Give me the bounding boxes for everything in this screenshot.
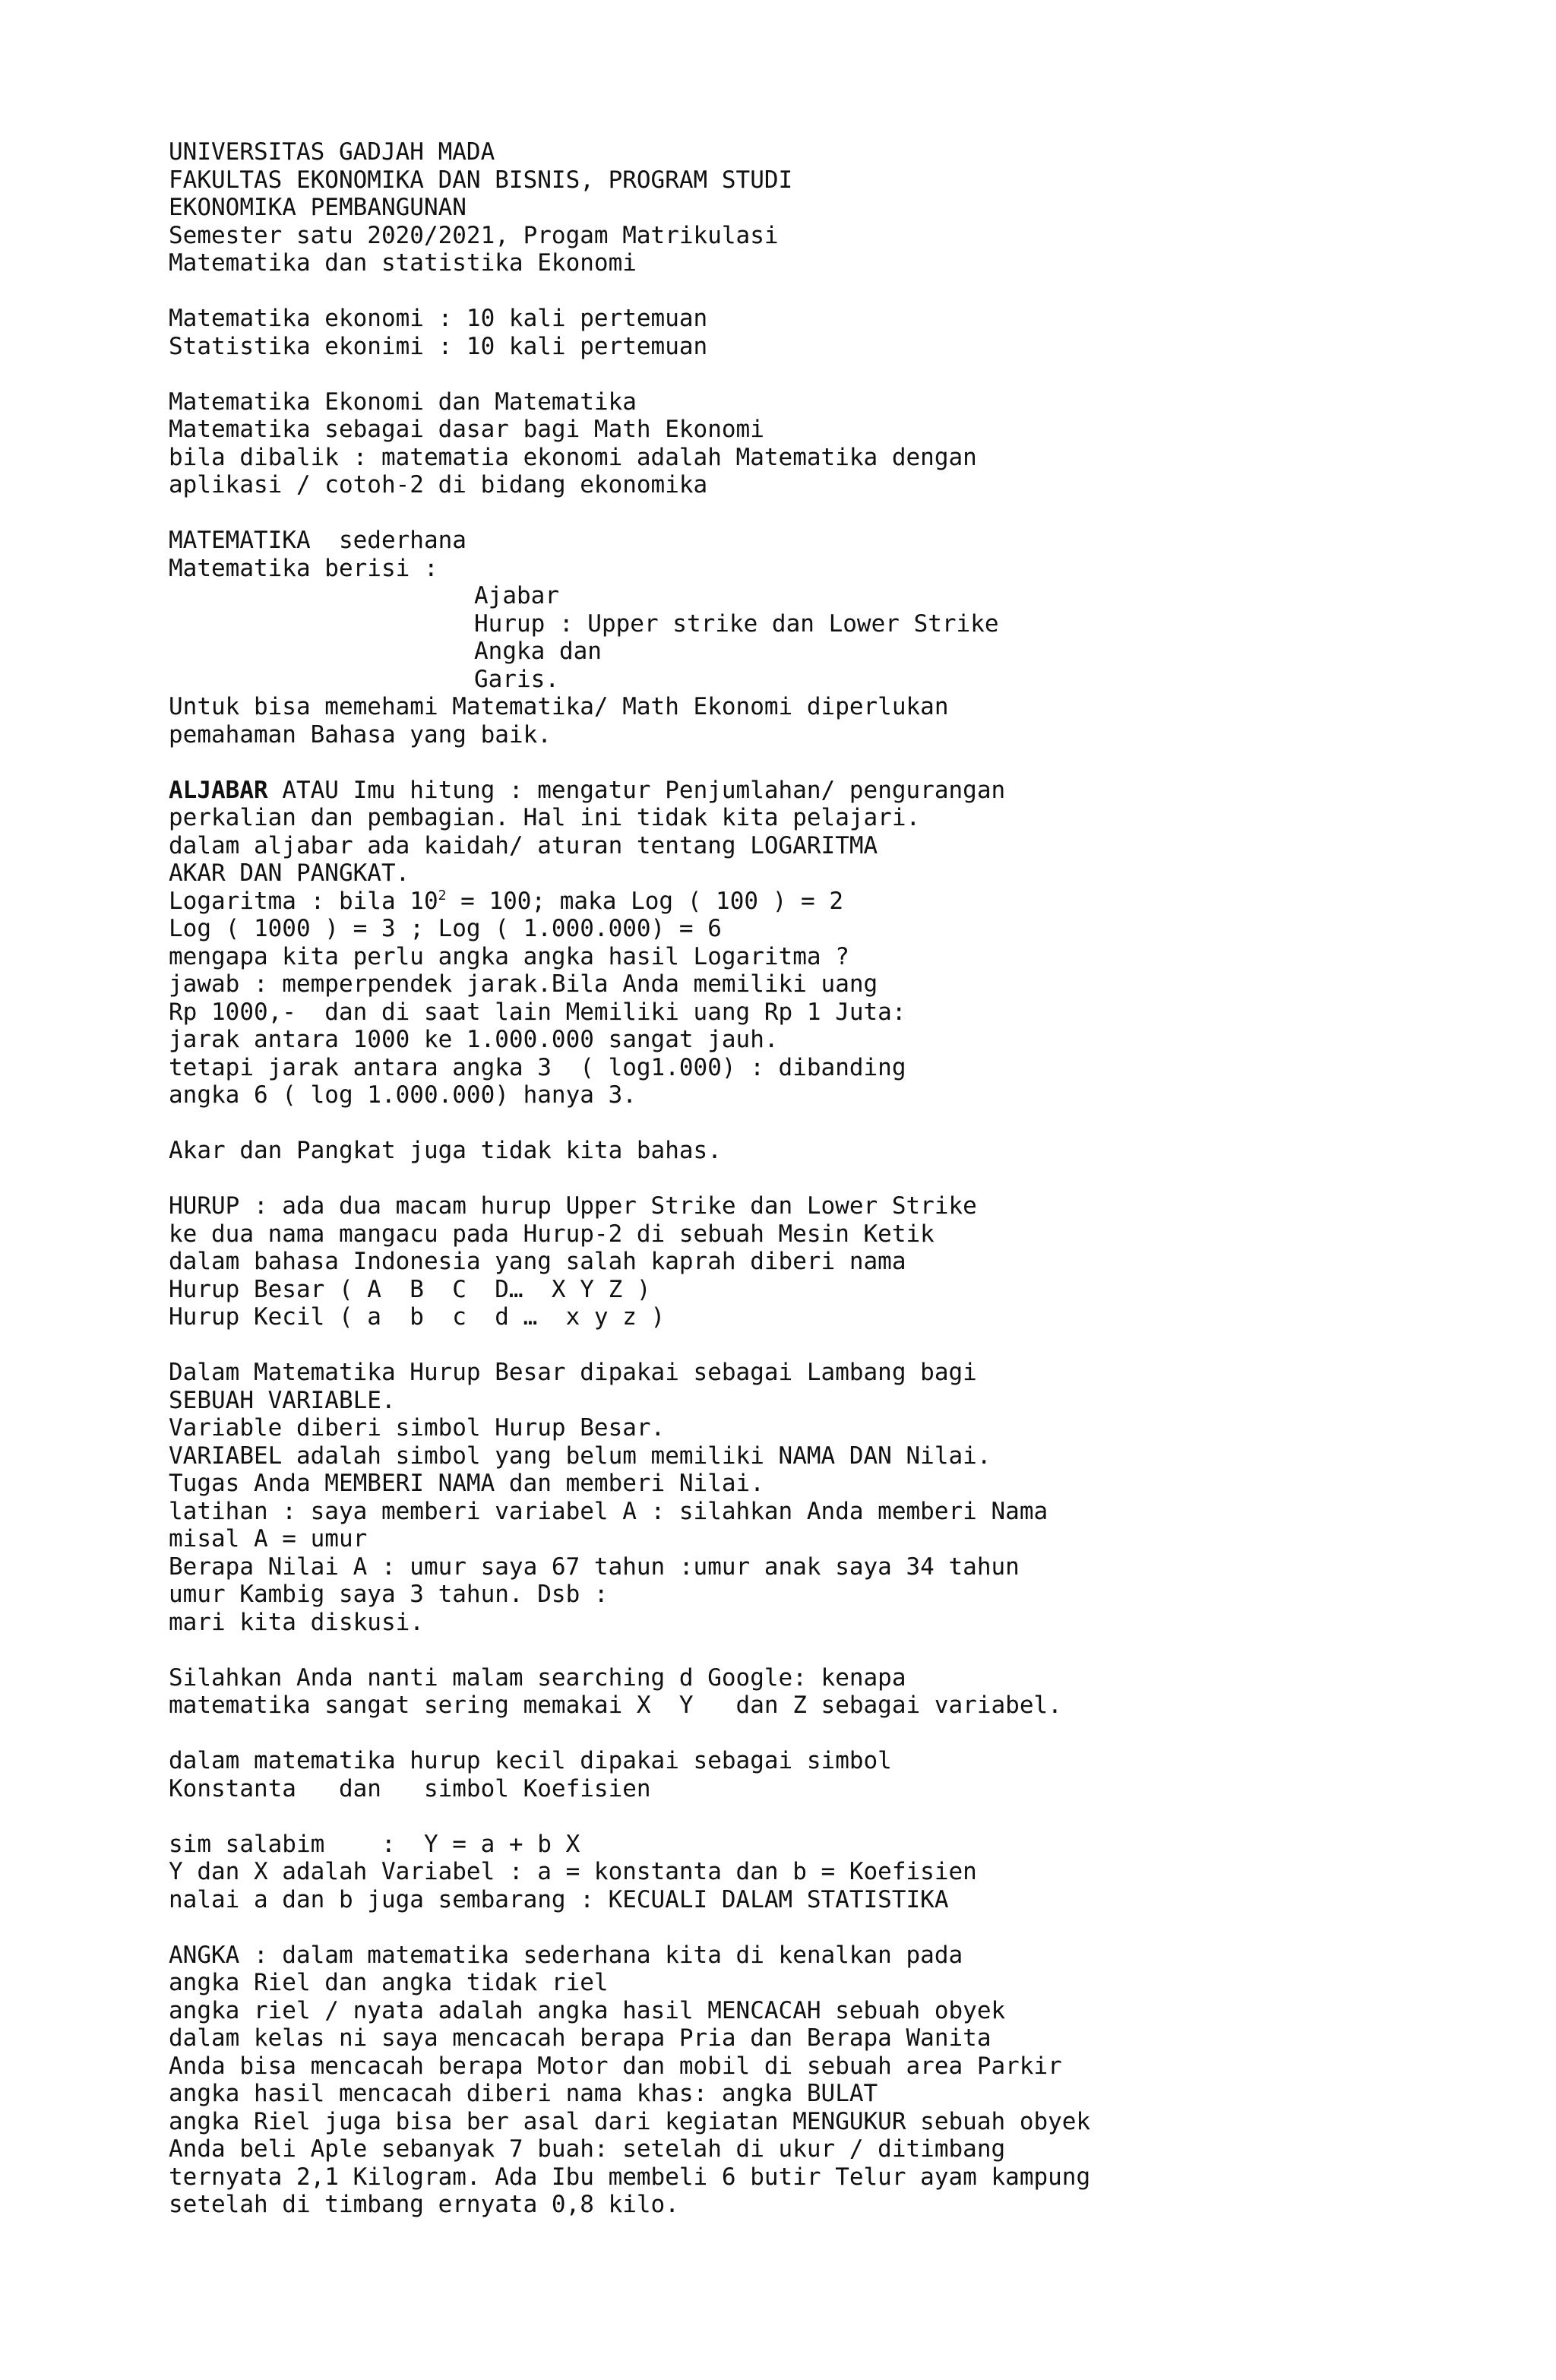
- text-line: Variable diberi simbol Hurup Besar.: [169, 1414, 666, 1442]
- text-line: angka 6 ( log 1.000.000) hanya 3.: [169, 1081, 637, 1109]
- text-line: dalam kelas ni saya mencacah berapa Pria dan Berapa Wanita: [169, 2024, 991, 2052]
- text-line: tetapi jarak antara angka 3 ( log1.000) : dibanding: [169, 1053, 906, 1081]
- text-line: mari kita diskusi.: [169, 1608, 424, 1636]
- text-line: Untuk bisa memehami Matematika/ Math Ekonomi diperlukan: [169, 693, 949, 720]
- text-line: Berapa Nilai A : umur saya 67 tahun :umur anak saya 34 tahun: [169, 1552, 1020, 1581]
- log-suffix: = 100; maka Log ( 100 ) = 2: [446, 887, 844, 915]
- aljabar-heading-rest: ATAU Imu hitung : mengatur Penjumlahan/ pengurangan: [267, 776, 1006, 804]
- text-line: umur Kambig saya 3 tahun. Dsb :: [169, 1581, 609, 1608]
- text-line: AKAR DAN PANGKAT.: [169, 859, 410, 887]
- text-line: Rp 1000,- dan di saat lain Memiliki uang Rp 1 Juta:: [169, 998, 906, 1026]
- list-item: Ajabar: [474, 582, 559, 609]
- text-line: misal A = umur: [169, 1525, 368, 1552]
- text-line: Hurup Besar ( A B C D… X Y Z ): [169, 1275, 651, 1303]
- text-line: Matematika Ekonomi dan Matematika: [169, 388, 637, 416]
- text-line: Konstanta dan simbol Koefisien: [169, 1774, 651, 1802]
- variabel-block: [169, 1359, 1475, 1636]
- text-line: VARIABEL adalah simbol yang belum memiliki NAMA DAN Nilai.: [169, 1442, 991, 1470]
- text-line: dalam matematika hurup kecil dipakai sebagai simbol: [169, 1747, 892, 1774]
- text-line: mengapa kita perlu angka angka hasil Logaritma ?: [169, 942, 849, 970]
- text-line: angka Riel dan angka tidak riel: [169, 1969, 609, 1996]
- simple-math-block: [169, 527, 1475, 748]
- text-line: latihan : saya memberi variabel A : silahkan Anda memberi Nama: [169, 1497, 1048, 1525]
- logarithm-line: [169, 888, 1475, 916]
- semester-line: Semester satu 2020/2021, Progam Matrikulasi: [169, 221, 779, 249]
- text-line: Y dan X adalah Variabel : a = konstanta dan b = Koefisien: [169, 1858, 977, 1885]
- angka-block: [169, 1942, 1475, 2219]
- hurup-block: [169, 1192, 1475, 1331]
- text-line: ke dua nama mangacu pada Hurup-2 di sebuah Mesin Ketik: [169, 1220, 935, 1248]
- text-line: bila dibalik : matematia ekonomi adalah Matematika dengan: [169, 443, 977, 471]
- section-heading: MATEMATIKA sederhana: [169, 527, 466, 554]
- text-line: nalai a dan b juga sembarang : KECUALI DALAM STATISTIKA: [169, 1885, 949, 1913]
- text-line: Akar dan Pangkat juga tidak kita bahas.: [169, 1137, 722, 1164]
- text-line: ternyata 2,1 Kilogram. Ada Ibu membeli 6 butir Telur ayam kampung: [169, 2163, 1091, 2191]
- log-prefix: Logaritma : bila 10: [169, 887, 438, 915]
- aljabar-keyword: ALJABAR: [169, 776, 268, 804]
- text-line: angka hasil mencacah diberi nama khas: angka BULAT: [169, 2080, 878, 2107]
- text-line: perkalian dan pembagian. Hal ini tidak kita pelajari.: [169, 804, 921, 831]
- list-item: Angka dan: [474, 638, 602, 665]
- text-line: Matematika berisi :: [169, 554, 438, 582]
- kecil-block: [169, 1747, 1475, 1802]
- text-line: dalam aljabar ada kaidah/ aturan tentang LOGARITMA: [169, 831, 878, 859]
- text-line: Anda beli Aple sebanyak 7 buah: setelah di ukur / ditimbang: [169, 2135, 1006, 2163]
- text-line: Hurup Kecil ( a b c d … x y z ): [169, 1303, 666, 1331]
- course-title: Matematika dan statistika Ekonomi: [169, 249, 637, 277]
- document-body: [169, 138, 1475, 2246]
- google-block: [169, 1664, 1475, 1720]
- text-line: Anda bisa mencacah berapa Motor dan mobil di sebuah area Parkir: [169, 2052, 1062, 2080]
- akar-block: [169, 1137, 1475, 1165]
- text-line: HURUP : ada dua macam hurup Upper Strike dan Lower Strike: [169, 1192, 977, 1220]
- text-line: jawab : memperpendek jarak.Bila Anda memiliki uang: [169, 970, 878, 998]
- aljabar-heading-line: [169, 777, 1475, 805]
- text-line: aplikasi / cotoh-2 di bidang ekonomika: [169, 471, 708, 498]
- list-item: Garis.: [474, 665, 559, 693]
- text-line: angka riel / nyata adalah angka hasil MENCACAH sebuah obyek: [169, 1996, 1006, 2024]
- header-block: [169, 138, 1475, 277]
- program-name: EKONOMIKA PEMBANGUNAN: [169, 194, 466, 221]
- text-line: Dalam Matematika Hurup Besar dipakai sebagai Lambang bagi: [169, 1359, 977, 1386]
- text-line: angka Riel juga bisa ber asal dari kegiatan MENGUKUR sebuah obyek: [169, 2107, 1091, 2135]
- text-line: jarak antara 1000 ke 1.000.000 sangat jauh.: [169, 1026, 779, 1053]
- text-line: matematika sangat sering memakai X Y dan Z sebagai variabel.: [169, 1692, 1062, 1719]
- text-line: Tugas Anda MEMBERI NAMA dan memberi Nilai.: [169, 1470, 764, 1497]
- text-line: ANGKA : dalam matematika sederhana kita di kenalkan pada: [169, 1941, 963, 1969]
- university-name: UNIVERSITAS GADJAH MADA: [169, 138, 495, 166]
- text-line: pemahaman Bahasa yang baik.: [169, 720, 552, 748]
- text-line: SEBUAH VARIABLE.: [169, 1386, 396, 1414]
- text-line: dalam bahasa Indonesia yang salah kaprah diberi nama: [169, 1248, 906, 1275]
- meetings-line: Matematika ekonomi : 10 kali pertemuan: [169, 305, 708, 332]
- intro-block: [169, 388, 1475, 499]
- text-line: setelah di timbang ernyata 0,8 kilo.: [169, 2191, 679, 2218]
- meetings-block: [169, 305, 1475, 360]
- meetings-line: Statistika ekonimi : 10 kali pertemuan: [169, 332, 708, 360]
- list-item: Hurup : Upper strike dan Lower Strike: [474, 609, 999, 638]
- rumus-block: [169, 1831, 1475, 1914]
- formula-line: sim salabim : Y = a + b X: [169, 1830, 580, 1858]
- faculty-name: FAKULTAS EKONOMIKA DAN BISNIS, PROGRAM STUDI: [169, 166, 793, 194]
- aljabar-block: [169, 777, 1475, 1109]
- text-line: Silahkan Anda nanti malam searching d Google: kenapa: [169, 1663, 906, 1692]
- text-line: Log ( 1000 ) = 3 ; Log ( 1.000.000) = 6: [169, 915, 722, 942]
- text-line: Matematika sebagai dasar bagi Math Ekonomi: [169, 416, 764, 443]
- log-exponent: 2: [438, 887, 447, 904]
